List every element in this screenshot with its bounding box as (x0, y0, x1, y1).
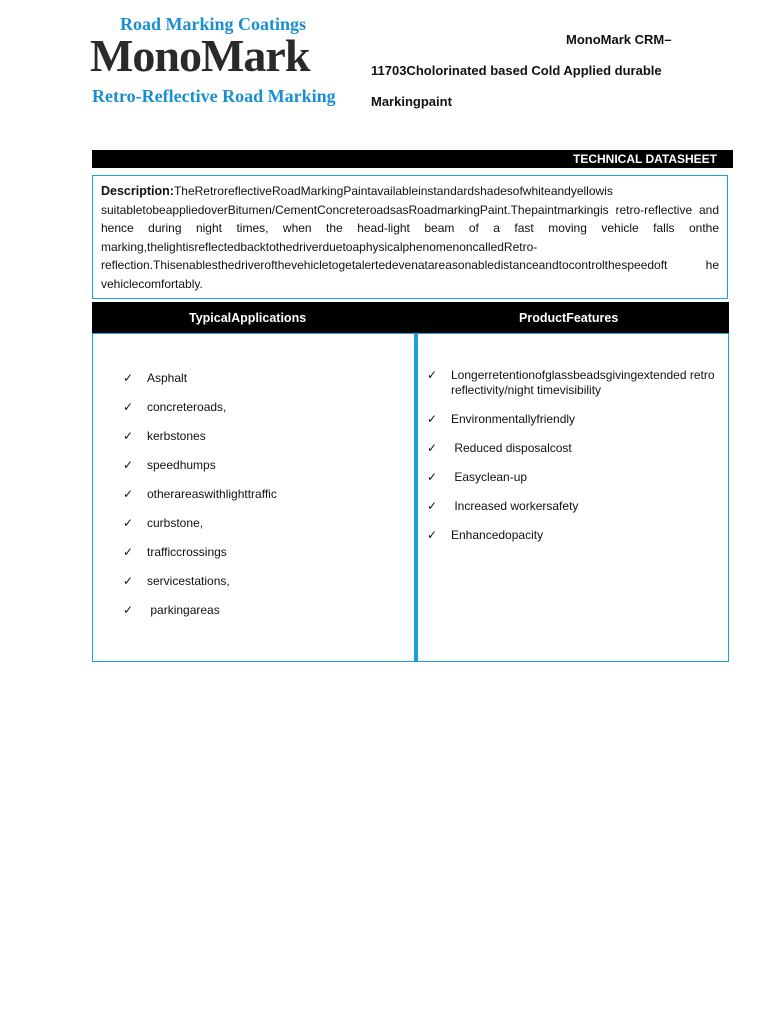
feature-item-text: Increased workersafety (451, 499, 579, 513)
checkmark-icon: ✓ (123, 429, 134, 443)
feature-item-text: Reduced disposalcost (451, 441, 572, 455)
logo-tagline-bottom: Retro-Reflective Road Marking (92, 86, 336, 106)
application-item-text: kerbstones (147, 429, 206, 443)
feature-item (427, 441, 717, 456)
technical-datasheet-bar (92, 150, 733, 168)
feature-item (427, 412, 717, 427)
checkmark-icon: ✓ (123, 516, 134, 530)
checkmark-icon: ✓ (123, 458, 134, 472)
applications-list (123, 371, 277, 632)
feature-item-text: Easyclean-up (451, 470, 528, 484)
feature-item-text: Enhancedopacity (451, 528, 544, 542)
application-item (123, 574, 277, 603)
feature-item (427, 470, 717, 485)
product-features-header: ProductFeatures (519, 311, 619, 325)
feature-item-text: Environmentallyfriendly (451, 412, 576, 426)
feature-item (427, 368, 717, 398)
checkmark-icon: ✓ (427, 499, 438, 513)
checkmark-icon: ✓ (123, 603, 134, 617)
feature-item (427, 499, 717, 514)
description-text: TheRetroreflectiveRoadMarkingPaintavailableinstandardshadesofwhiteandyellowis suitabletobeappliedoverBitumen/CementConcreteroadsasRoadmarkingPaint.Thepaintmarkingis retro-reflective and hence during night times, when the head-light beam of a fast moving vehicle falls onthe marking,thelightisreflectedbacktothedriverduetoaphysicalphenomenoncalledRetro-reflection.Thisenablesthedriverofthevehicletogetalertedevenatareasonabledistanceandtocontrolthespeedoft he vehiclecomfortably. (101, 184, 719, 291)
application-item (123, 429, 277, 458)
product-title-line-2: 11703Cholorinated based Cold Applied durable (371, 63, 662, 78)
application-item (123, 545, 277, 574)
application-item-text: otherareaswithlighttraffic (147, 487, 277, 501)
checkmark-icon: ✓ (427, 470, 438, 484)
product-title-line-3: Markingpaint (371, 94, 452, 109)
technical-datasheet-label: TECHNICAL DATASHEET (573, 152, 717, 166)
checkmark-icon: ✓ (427, 441, 438, 455)
application-item-text: parkingareas (147, 603, 220, 617)
description-box (92, 175, 728, 299)
checkmark-icon: ✓ (427, 412, 438, 426)
application-item-text: servicestations, (147, 574, 230, 588)
application-item (123, 603, 277, 632)
application-item-text: trafficcrossings (147, 545, 227, 559)
feature-item-text: Longerretentionofglassbeadsgivingextended retro reflectivity/night timevisibility (451, 368, 718, 397)
application-item (123, 458, 277, 487)
application-item (123, 516, 277, 545)
feature-item (427, 528, 717, 543)
checkmark-icon: ✓ (123, 574, 134, 588)
application-item-text: concreteroads, (147, 400, 227, 414)
product-title-line-1: MonoMark CRM– (566, 32, 672, 47)
description-label: Description: (101, 184, 174, 198)
columns-header (92, 302, 729, 333)
application-item-text: Asphalt (147, 371, 188, 385)
checkmark-icon: ✓ (123, 545, 134, 559)
application-item (123, 400, 277, 429)
typical-applications-header: TypicalApplications (189, 311, 307, 325)
columns-body (92, 333, 729, 662)
column-divider (414, 334, 418, 661)
application-item-text: curbstone, (147, 516, 204, 530)
checkmark-icon: ✓ (427, 528, 438, 542)
application-item (123, 371, 277, 400)
checkmark-icon: ✓ (123, 487, 134, 501)
checkmark-icon: ✓ (123, 400, 134, 414)
features-list (427, 368, 717, 557)
monomark-logo (88, 12, 336, 112)
checkmark-icon: ✓ (123, 371, 134, 385)
application-item (123, 487, 277, 516)
logo-wordmark: MonoMark (90, 30, 310, 81)
application-item-text: speedhumps (147, 458, 216, 472)
checkmark-icon: ✓ (427, 368, 438, 382)
logo-tagline-top: Road Marking Coatings (120, 14, 307, 34)
